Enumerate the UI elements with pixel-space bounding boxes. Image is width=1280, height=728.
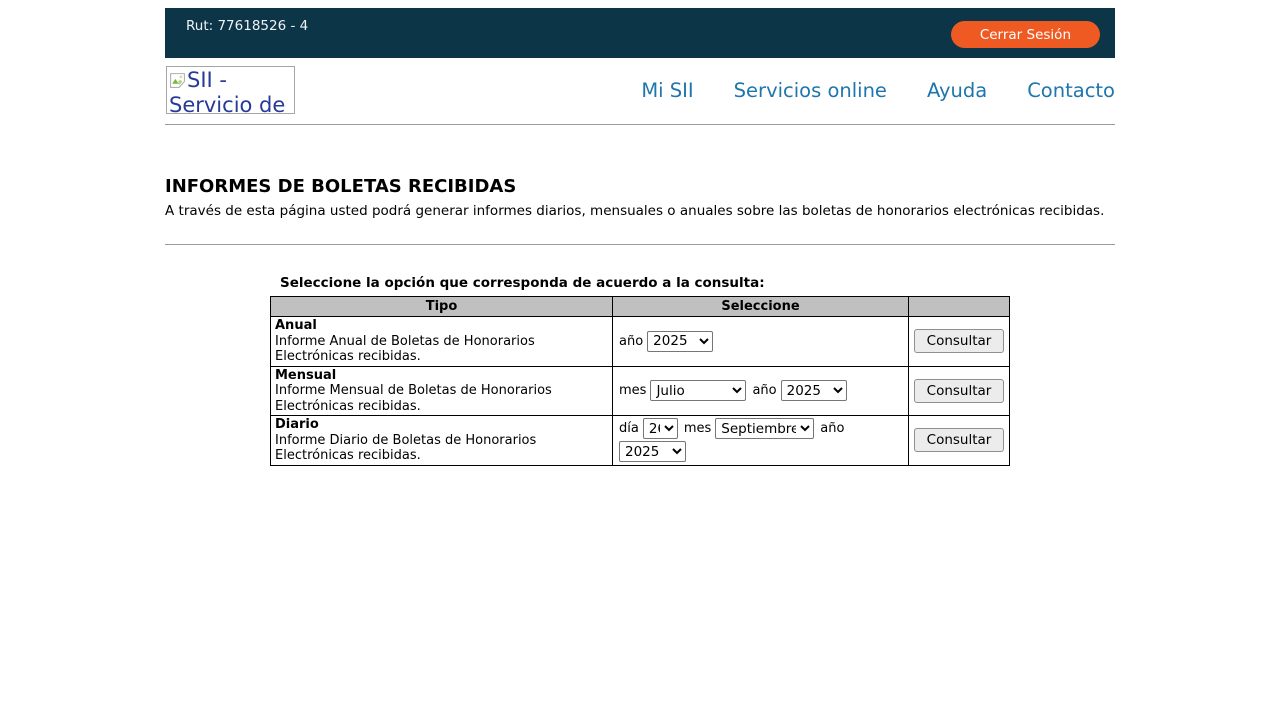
anual-button-cell [909,317,1010,367]
main-nav [641,79,1115,102]
mensual-tipo-cell [271,366,613,416]
logout-button[interactable]: Cerrar Sesión [951,21,1100,48]
nav-row [165,58,1115,124]
anual-descripcion: Informe Anual de Boletas de Honorarios Electrónicas recibidas. [275,333,535,364]
anual-seleccione-cell [613,317,909,367]
diario-ano-label: año [820,421,845,437]
diario-dia-select[interactable] [643,418,678,439]
consulta-prompt: Seleccione la opción que corresponda de acuerdo a la consulta: [280,275,765,291]
consultar-mensual-button[interactable]: Consultar [914,379,1005,403]
informes-table [270,296,1010,466]
mensual-mes-label: mes [619,383,647,399]
page-title: INFORMES DE BOLETAS RECIBIDAS [165,176,517,197]
diario-dia-label: día [619,421,639,437]
header-acciones [909,297,1010,317]
mensual-ano-label: año [752,383,777,399]
mensual-ano-select[interactable] [781,380,847,401]
page-subtitle: A través de esta página usted podrá generar informes diarios, mensuales o anuales sobre las boletas de honorarios electrónicas recibidas. [165,203,1105,219]
broken-image-icon [169,72,186,93]
table-row-anual [271,317,1010,367]
diario-tipo-cell [271,416,613,466]
header-seleccione: Seleccione [613,297,909,317]
diario-seleccione-cell [613,416,909,466]
mensual-mes-select[interactable] [650,380,746,401]
diario-mes-select[interactable] [715,418,814,439]
logo-alt-text: SII - Servicio de [169,68,286,114]
diario-descripcion: Informe Diario de Boletas de Honorarios Electrónicas recibidas. [275,432,537,463]
table-header-row [271,297,1010,317]
mensual-label: Mensual [275,367,337,383]
anual-ano-label: año [619,333,644,349]
table-row-diario [271,416,1010,466]
nav-link-contacto[interactable]: Contacto [1027,79,1115,102]
diario-ano-select[interactable] [619,441,686,462]
diario-mes-label: mes [683,421,712,437]
diario-button-cell [909,416,1010,466]
nav-link-servicios-online[interactable]: Servicios online [733,79,887,102]
anual-label: Anual [275,318,317,333]
anual-ano-select[interactable] [647,331,713,352]
table-row-mensual [271,366,1010,416]
rut-label: Rut: 77618526 - 4 [186,18,309,34]
nav-link-ayuda[interactable]: Ayuda [926,79,988,102]
session-topbar [165,8,1115,58]
consultar-diario-button[interactable]: Consultar [914,428,1005,452]
content-divider [165,244,1115,245]
sii-logo-broken-image[interactable] [166,66,295,114]
anual-tipo-cell [271,317,613,367]
diario-label: Diario [275,417,319,432]
header-tipo: Tipo [271,297,613,317]
consultar-anual-button[interactable]: Consultar [914,329,1005,353]
nav-divider [165,124,1115,125]
nav-link-mi-sii[interactable]: Mi SII [641,79,694,102]
page-container [165,8,1115,466]
mensual-descripcion: Informe Mensual de Boletas de Honorarios Electrónicas recibidas. [275,383,552,414]
mensual-button-cell [909,366,1010,416]
mensual-seleccione-cell [613,366,909,416]
